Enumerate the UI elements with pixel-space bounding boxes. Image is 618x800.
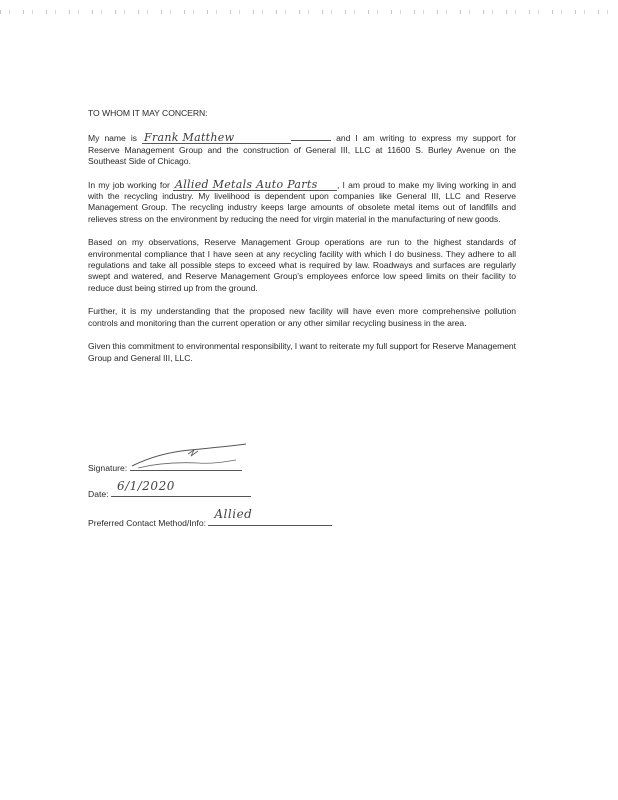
- contact-row: [88, 507, 332, 528]
- contact-label: Preferred Contact Method/Info:: [88, 518, 206, 528]
- handwritten-employer: Allied Metals Auto Parts: [173, 180, 337, 191]
- letter-body: [88, 108, 516, 376]
- employer-text: , I am proud to make my living working in and with the recycling industry. My livelihood is dependent upon companies like General III, LLC and Reserve Management Group. The recycling industry keeps large amounts of obsolete metal items out of landfills and relieves stress on the environment by reducing the need for virgin material in the manufacturing of new goods.: [88, 179, 517, 224]
- contact-line: [208, 507, 332, 526]
- date-row: [88, 479, 251, 499]
- handwritten-contact: Allied: [214, 507, 253, 521]
- date-label: Date:: [88, 489, 109, 499]
- handwritten-date: 6/1/2020: [116, 479, 175, 493]
- date-line: [111, 479, 251, 497]
- paragraph-observations: Based on my observations, Reserve Management Group operations are run to the highest standards of environmental compliance that I have seen at any recycling facility with which I do business. They adhere to all regulations and take all possible steps to exceed what is required by law. Roadways and surfaces are regularly swept and watered, and Reserve Management Group's employees enforce low speed limits on their facility to reduce dust being stirred up from the ground.: [88, 237, 516, 293]
- employer-prefix: In my job working for: [88, 179, 170, 190]
- handwritten-name: Frank Matthew: [142, 133, 291, 144]
- handwritten-signature: [128, 440, 258, 472]
- scan-noise: [0, 10, 618, 14]
- paragraph-understanding: Further, it is my understanding that the proposed new facility will have even more comprehensive pollution controls and monitoring than the current operation or any other similar recycling business in the area.: [88, 306, 516, 328]
- paragraph-intro: [88, 132, 516, 167]
- intro-text: and I am writing to express my support for Reserve Management Group and the construction of General III, LLC at 11600 S. Burley Avenue on the Southeast Side of Chicago.: [88, 133, 517, 167]
- salutation: TO WHOM IT MAY CONCERN:: [88, 108, 208, 118]
- signature-label: Signature:: [88, 463, 128, 473]
- intro-prefix: My name is: [88, 133, 137, 144]
- paragraph-commitment: Given this commitment to environmental responsibility, I want to reiterate my full support for Reserve Management Group and General III, LLC.: [88, 341, 516, 363]
- paragraph-employer: [88, 177, 517, 226]
- name-blank-line: [291, 132, 331, 141]
